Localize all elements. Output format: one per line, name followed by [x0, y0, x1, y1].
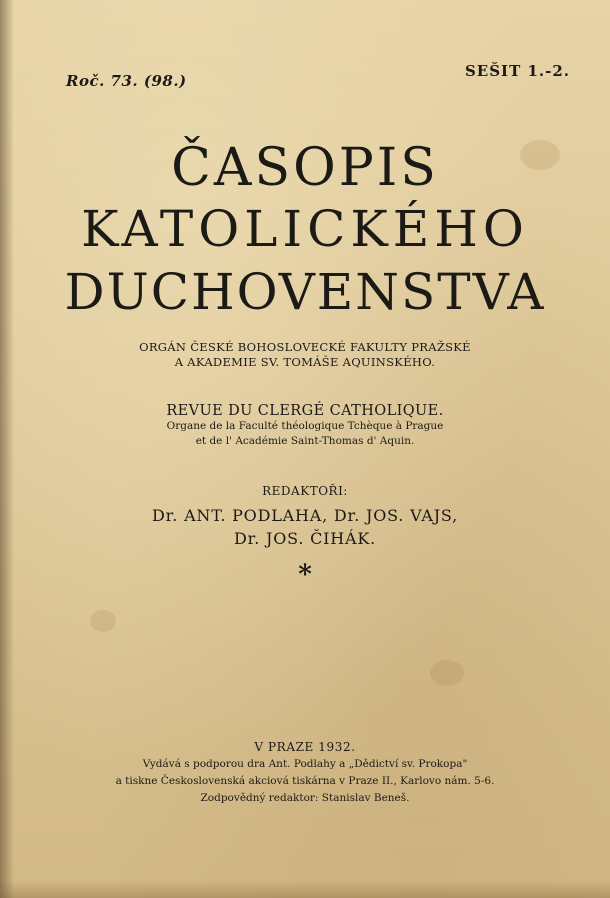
publisher-note-3: Zodpovědný redaktor: Stanislav Beneš.	[200, 792, 410, 804]
editors-label: REDAKTOŘI:	[262, 484, 348, 498]
subtitle-line-2: A AKADEMIE SV. TOMÁŠE AQUINSKÉHO.	[174, 355, 436, 369]
publisher-note-1: Vydává s podporou dra Ant. Podlahy a „Dědictví sv. Prokopa"	[142, 758, 468, 770]
editors-line-2: Dr. JOS. ČIHÁK.	[233, 529, 377, 548]
paper-stain	[90, 610, 116, 632]
page-bottom-edge	[0, 880, 610, 898]
editors-line-1: Dr. ANT. PODLAHA, Dr. JOS. VAJS,	[151, 506, 458, 525]
title-line-3: DUCHOVENSTVA	[64, 263, 546, 321]
issue-number: SEŠIT 1.-2.	[464, 62, 570, 80]
french-line-1: Organe de la Faculté théologique Tchèque à Prague	[166, 420, 444, 432]
publisher-note-2: a tiskne Československá akciová tiskárna v Praze II., Karlovo nám. 5-6.	[115, 775, 495, 787]
asterisk-ornament: *	[298, 560, 312, 590]
title-line-2: KATOLICKÉHO	[81, 200, 529, 258]
french-title: REVUE DU CLERGÉ CATHOLIQUE.	[166, 403, 444, 419]
volume-number: Roč. 73. (98.)	[66, 72, 187, 90]
paper-stain	[430, 660, 464, 686]
subtitle-line-1: ORGÁN ČESKÉ BOHOSLOVECKÉ FAKULTY PRAŽSKÉ	[139, 340, 471, 354]
title-line-1: ČASOPIS	[171, 138, 439, 198]
french-line-2: et de l' Académie Saint-Thomas d' Aquin.	[195, 435, 415, 447]
publication-place: V PRAZE 1932.	[254, 740, 356, 754]
